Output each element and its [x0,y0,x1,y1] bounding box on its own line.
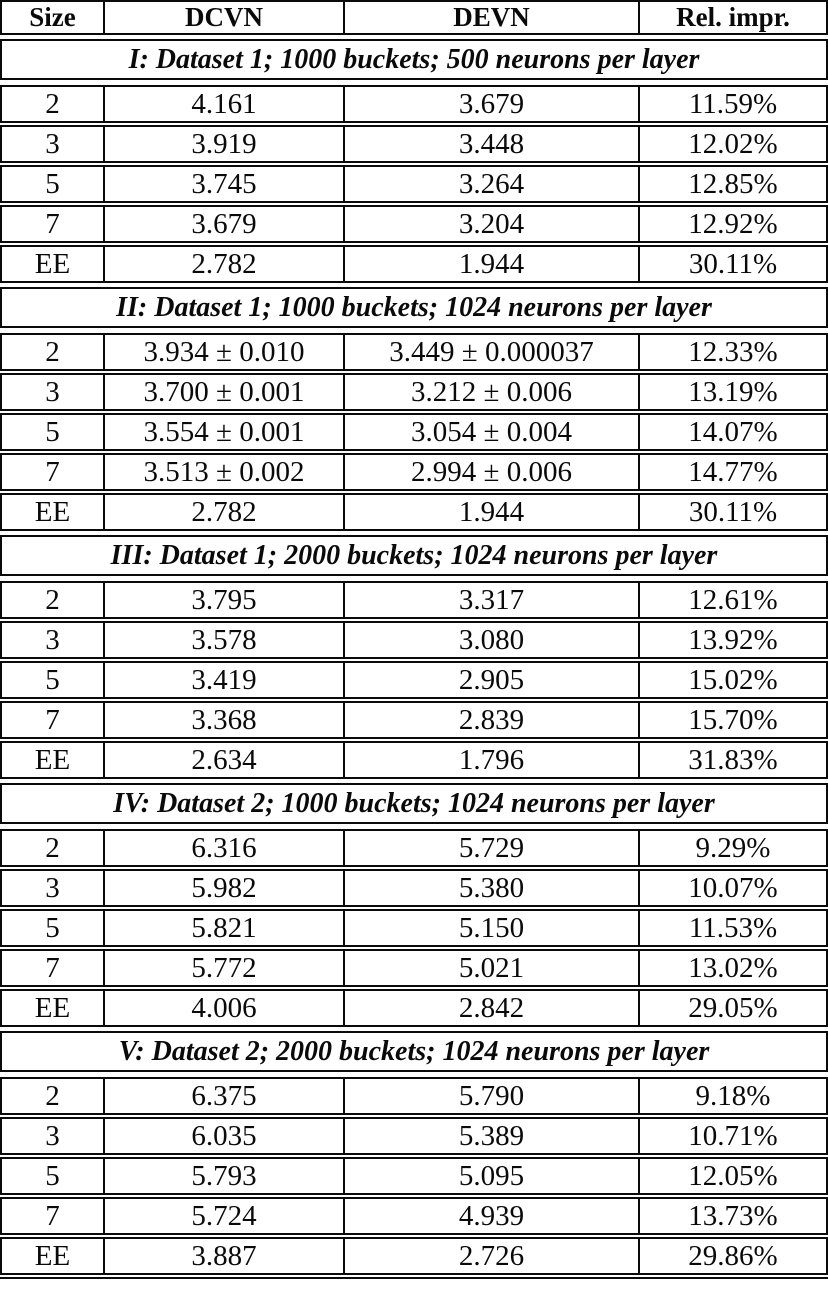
rel-impr-cell: 13.92% [638,623,826,657]
table-sections [0,39,828,1275]
dcvn-cell: 3.934 ± 0.010 [103,335,343,369]
size-cell: 3 [45,871,60,904]
rel-impr-cell: 11.59% [638,87,826,121]
rel-impr-cell: 13.02% [638,951,826,985]
dcvn-cell: 3.887 [103,1239,343,1273]
devn-cell: 3.679 [343,87,638,121]
rel-impr-cell: 12.61% [638,583,826,617]
column-header-devn: DEVN [343,2,638,33]
table-row [0,741,828,779]
rel-impr-cell: 29.86% [638,1239,826,1273]
table-row [0,1197,828,1235]
devn-cell: 3.317 [343,583,638,617]
size-cell: EE [34,991,71,1024]
devn-cell: 2.726 [343,1239,638,1273]
devn-cell: 5.790 [343,1079,638,1113]
size-cell: 3 [45,127,60,160]
table-row [0,1117,828,1155]
section-header: IV: Dataset 2; 1000 buckets; 1024 neurons per layer [0,783,828,824]
dcvn-cell: 3.795 [103,583,343,617]
column-header-rel-impr: Rel. impr. [638,2,826,33]
section-header: III: Dataset 1; 2000 buckets; 1024 neurons per layer [0,535,828,576]
table-row [0,85,828,123]
table-row [0,581,828,619]
rel-impr-cell: 14.77% [638,455,826,489]
rel-impr-cell: 29.05% [638,991,826,1025]
size-cell: 3 [45,1119,60,1152]
table-row [0,125,828,163]
devn-cell: 3.264 [343,167,638,201]
dcvn-cell: 3.919 [103,127,343,161]
rel-impr-cell: 11.53% [638,911,826,945]
table-row [0,165,828,203]
section-header: V: Dataset 2; 2000 buckets; 1024 neurons per layer [0,1031,828,1072]
devn-cell: 3.080 [343,623,638,657]
section-header: I: Dataset 1; 1000 buckets; 500 neurons per layer [0,39,828,80]
column-header-dcvn: DCVN [103,2,343,33]
dcvn-cell: 3.554 ± 0.001 [103,415,343,449]
devn-cell: 3.212 ± 0.006 [343,375,638,409]
rel-impr-cell: 30.11% [638,495,826,529]
table-header-row [0,0,828,35]
table-row [0,701,828,739]
size-cell: EE [34,495,71,528]
devn-cell: 1.944 [343,495,638,529]
table-row [0,205,828,243]
rel-impr-cell: 10.71% [638,1119,826,1153]
devn-cell: 5.729 [343,831,638,865]
dcvn-cell: 5.982 [103,871,343,905]
table-row [0,989,828,1027]
rel-impr-cell: 9.29% [638,831,826,865]
dcvn-cell: 2.782 [103,247,343,281]
table-row [0,869,828,907]
dcvn-cell: 2.634 [103,743,343,777]
devn-cell: 2.842 [343,991,638,1025]
rel-impr-cell: 12.02% [638,127,826,161]
rel-impr-cell: 14.07% [638,415,826,449]
rel-impr-cell: 12.85% [638,167,826,201]
table-row [0,453,828,491]
table-row [0,1157,828,1195]
devn-cell: 3.449 ± 0.000037 [343,335,638,369]
table-row [0,1237,828,1275]
dcvn-cell: 5.821 [103,911,343,945]
column-header-size: Size [29,2,76,32]
table-row [0,413,828,451]
table-row [0,373,828,411]
table-row [0,621,828,659]
size-cell: 2 [45,87,60,120]
size-cell: 2 [45,335,60,368]
size-cell: 2 [45,1079,60,1112]
size-cell: EE [34,1239,71,1272]
size-cell: 7 [45,1199,60,1232]
devn-cell: 3.448 [343,127,638,161]
dcvn-cell: 6.035 [103,1119,343,1153]
dcvn-cell: 3.368 [103,703,343,737]
size-cell: 5 [45,1159,60,1192]
size-cell: 3 [45,623,60,656]
dcvn-cell: 3.578 [103,623,343,657]
dcvn-cell: 3.679 [103,207,343,241]
table-row [0,1077,828,1115]
dcvn-cell: 3.745 [103,167,343,201]
rel-impr-cell: 13.19% [638,375,826,409]
table-row [0,949,828,987]
section-header: II: Dataset 1; 1000 buckets; 1024 neurons per layer [0,287,828,328]
devn-cell: 3.204 [343,207,638,241]
dcvn-cell: 2.782 [103,495,343,529]
devn-cell: 5.389 [343,1119,638,1153]
size-cell: 7 [45,207,60,240]
devn-cell: 5.095 [343,1159,638,1193]
rel-impr-cell: 15.02% [638,663,826,697]
devn-cell: 4.939 [343,1199,638,1233]
rel-impr-cell: 30.11% [638,247,826,281]
size-cell: 7 [45,951,60,984]
dcvn-cell: 3.419 [103,663,343,697]
size-cell: 3 [45,375,60,408]
size-cell: EE [34,247,71,280]
dcvn-cell: 4.006 [103,991,343,1025]
rel-impr-cell: 15.70% [638,703,826,737]
rel-impr-cell: 12.33% [638,335,826,369]
dcvn-cell: 3.700 ± 0.001 [103,375,343,409]
rel-impr-cell: 13.73% [638,1199,826,1233]
size-cell: 5 [45,663,60,696]
dcvn-cell: 4.161 [103,87,343,121]
dcvn-cell: 6.375 [103,1079,343,1113]
table-row [0,333,828,371]
rel-impr-cell: 10.07% [638,871,826,905]
devn-cell: 5.021 [343,951,638,985]
dcvn-cell: 5.793 [103,1159,343,1193]
devn-cell: 5.150 [343,911,638,945]
rel-impr-cell: 31.83% [638,743,826,777]
size-cell: 7 [45,455,60,488]
size-cell: 2 [45,831,60,864]
size-cell: 7 [45,703,60,736]
dcvn-cell: 6.316 [103,831,343,865]
size-cell: 2 [45,583,60,616]
rel-impr-cell: 12.92% [638,207,826,241]
dcvn-cell: 5.724 [103,1199,343,1233]
size-cell: 5 [45,911,60,944]
devn-cell: 1.796 [343,743,638,777]
devn-cell: 5.380 [343,871,638,905]
table-row [0,829,828,867]
rel-impr-cell: 12.05% [638,1159,826,1193]
devn-cell: 2.994 ± 0.006 [343,455,638,489]
size-cell: 5 [45,167,60,200]
table-row [0,909,828,947]
table-bottom-rule [0,1277,828,1281]
size-cell: 5 [45,415,60,448]
dcvn-cell: 3.513 ± 0.002 [103,455,343,489]
table-row [0,245,828,283]
table-row [0,493,828,531]
devn-cell: 2.839 [343,703,638,737]
devn-cell: 1.944 [343,247,638,281]
dcvn-cell: 5.772 [103,951,343,985]
size-cell: EE [34,743,71,776]
table-row [0,661,828,699]
devn-cell: 2.905 [343,663,638,697]
devn-cell: 3.054 ± 0.004 [343,415,638,449]
rel-impr-cell: 9.18% [638,1079,826,1113]
